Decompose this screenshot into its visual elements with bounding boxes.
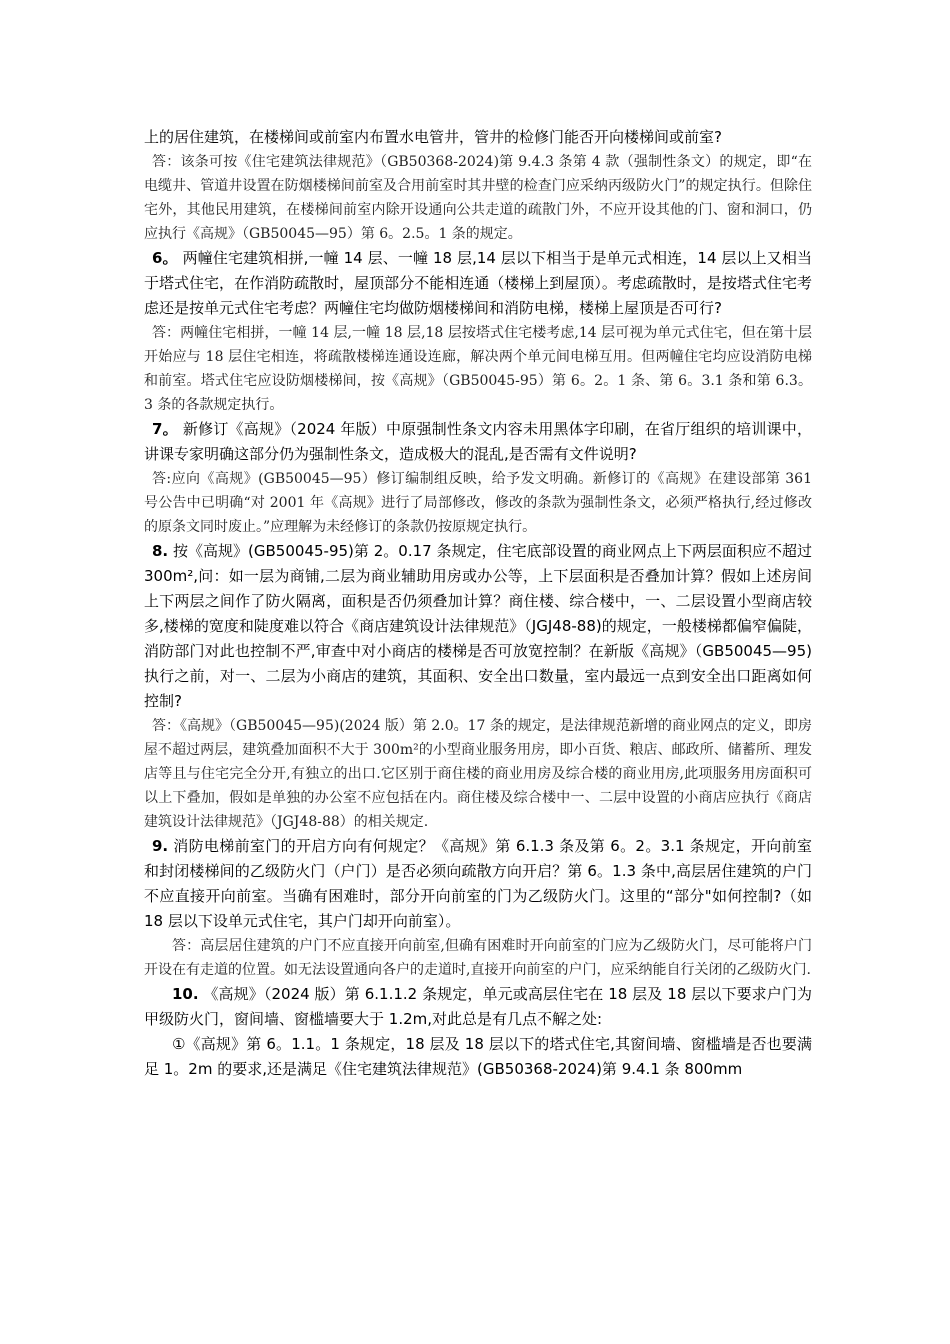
answer-8-text: 答：《高规》（GB50045—95)(2024 版）第 2.0。17 条的规定，是法律规范新增的商业网点的定义，即房屋不超过两层，建筑叠加面积不大于 300m²的小型商业服务用房，即小百货、粮店、邮政所、储蓄所、理发店等且与住宅完全分开,有独立的出口.它区别于商住楼的商业用房及综合楼的商业用房,此项服务用房面积可以上下叠加，假如是单独的办公室不应包括在内。商住楼及综合楼中一、二层中设置的小商店应执行《商店建筑设计法律规范》（JGJ48-88）的相关规定.: [144, 718, 812, 830]
question-7-number: 7。: [152, 420, 178, 438]
question-8: [144, 539, 812, 714]
question-9: [144, 834, 812, 934]
question-6: [144, 246, 812, 321]
answer-6-text: 答：两幢住宅相拼，一幢 14 层,一幢 18 层,18 层按塔式住宅楼考虑,14 层可视为单元式住宅，但在第十层开始应与 18 层住宅相连，将疏散楼梯连通设连廊，解决两个单元间电梯互用。但两幢住宅均应设消防电梯和前室。塔式住宅应设防烟楼梯间，按《高规》（GB50045-95）第 6。2。1 条、第 6。3.1 条和第 6.3。3 条的各款规定执行。: [144, 325, 812, 413]
question-10: [144, 982, 812, 1032]
intro-question-text: 上的居住建筑，在楼梯间或前室内布置水电管井，管井的检修门能否开向楼梯间或前室?: [144, 128, 722, 146]
question-9-number: 9.: [152, 837, 169, 855]
document-page: [144, 125, 812, 1082]
question-10-text: 《高规》（2024 版）第 6.1.1.2 条规定，单元或高层住宅在 18 层及 18 层以下要求户门为甲级防火门，窗间墙、窗槛墙要大于 1.2m,对此总是有几点不解之处:: [144, 985, 812, 1028]
question-10-number: 10.: [172, 985, 199, 1003]
answer-7-text: 答:应向《高规》(GB50045—95）修订编制组反映，给予发文明确。新修订的《高规》在建设部第 361 号公告中已明确“对 2001 年《高规》进行了局部修改，修改的条款为强制性条文，必须严格执行,经过修改的原条文同时废止。”应理解为未经修订的条款仍按原规定执行。: [144, 471, 812, 535]
question-7-text: 新修订《高规》（2024 年版）中原强制性条文内容未用黑体字印刷，在省厅组织的培训课中，讲课专家明确这部分仍为强制性条文，造成极大的混乱,是否需有文件说明?: [144, 420, 812, 463]
question-6-text: 两幢住宅建筑相拼,一幢 14 层、一幢 18 层,14 层以下相当于是单元式相连，14 层以上又相当于塔式住宅，在作消防疏散时，屋顶部分不能相连通（楼梯上到屋顶）。考虑疏散时，是按塔式住宅考虑还是按单元式住宅考虑？两幢住宅均做防烟楼梯间和消防电梯，楼梯上屋顶是否可行?: [144, 249, 813, 317]
question-7: [144, 417, 812, 467]
question-8-text: 按《高规》(GB50045-95)第 2。0.17 条规定，住宅底部设置的商业网点上下两层面积应不超过 300m²,问：如一层为商铺,二层为商业辅助用房或办公等，上下层面积是否叠加计算？假如上述房间上下两层之间作了防火隔离，面积是否仍须叠加计算？商住楼、综合楼中，一、二层设置小型商店较多,楼梯的宽度和陡度难以符合《商店建筑设计法律规范》（JGJ48-88)的规定，一般楼梯都偏窄偏陡，消防部门对此也控制不严,审查中对小商店的楼梯是否可放宽控制？在新版《高规》（GB50045—95)执行之前，对一、二层为小商店的建筑，其面积、安全出口数量，室内最远一点到安全出口距离如何控制?: [144, 542, 812, 710]
question-6-number: 6。: [152, 249, 178, 267]
question-9-text: 消防电梯前室门的开启方向有何规定？《高规》第 6.1.3 条及第 6。2。3.1 条规定，开向前室和封闭楼梯间的乙级防火门（户门）是否必须向疏散方向开启？第 6。1.3 条中,高层居住建筑的户门不应直接开向前室。当确有困难时，部分开向前室的门为乙级防火门。这里的“部分"如何控制?（如 18 层以下设单元式住宅，其户门却开向前室）。: [144, 837, 812, 930]
intro-answer-text: 答：该条可按《住宅建筑法律规范》（GB50368-2024)第 9.4.3 条第 4 款（强制性条文）的规定，即“在电缆井、管道井设置在防烟楼梯间前室及合用前室时其井壁的检查门应采纳丙级防火门”的规定执行。但除住宅外，其他民用建筑，在楼梯间前室内除开设通向公共走道的疏散门外，不应开设其他的门、窗和洞口，仍应执行《高规》（GB50045—95）第 6。2.5。1 条的规定。: [144, 154, 812, 242]
question-8-number: 8.: [152, 542, 169, 560]
question-10-sub-item: ①《高规》第 6。1.1。1 条规定，18 层及 18 层以下的塔式住宅,其窗间墙、窗槛墙是否也要满足 1。2m 的要求,还是满足《住宅建筑法律规范》(GB50368-2024)第 9.4.1 条 800mm: [144, 1035, 812, 1078]
answer-9-text: 答：高层居住建筑的户门不应直接开向前室,但确有困难时开向前室的门应为乙级防火门，尽可能将户门开设在有走道的位置。如无法设置通向各户的走道时,直接开向前室的户门，应采纳能自行关闭的乙级防火门.: [144, 938, 812, 978]
